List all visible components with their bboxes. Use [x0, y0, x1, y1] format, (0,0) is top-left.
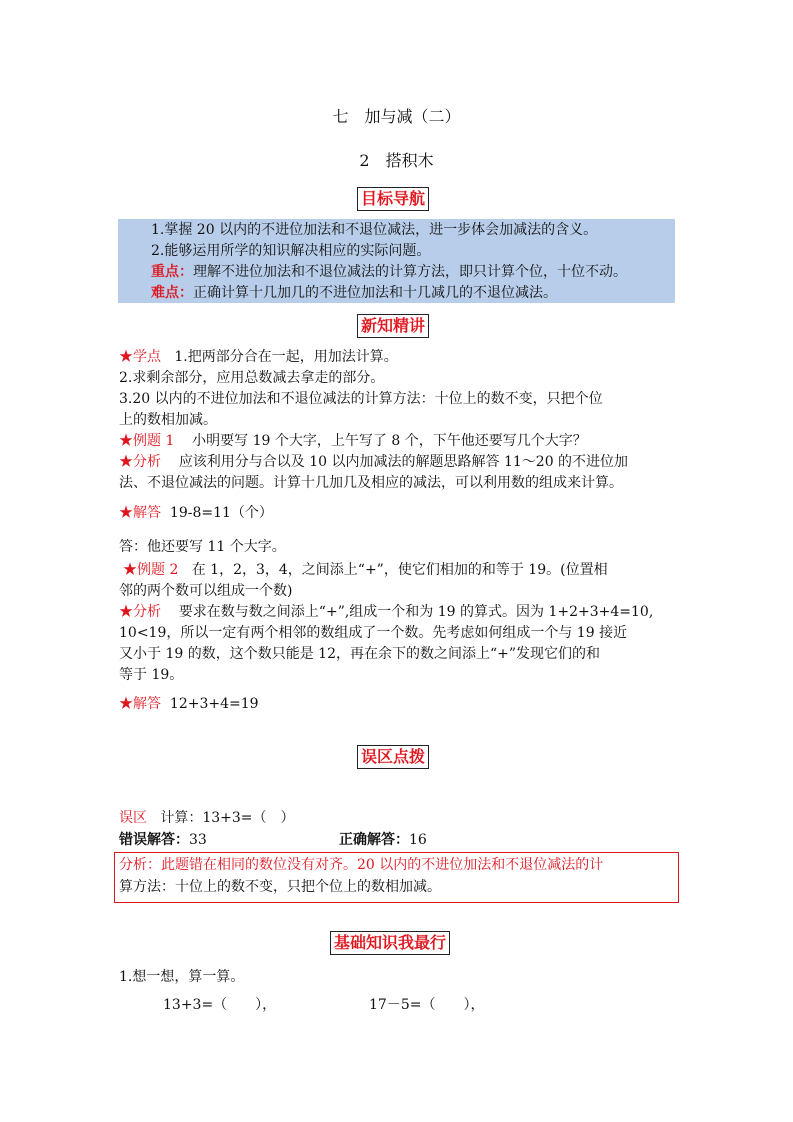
- solution-1-label: ★解答: [119, 505, 161, 521]
- goal-line-1: 1.掌握 20 以内的不进位加法和不退位减法，进一步体会加减法的含义。: [151, 222, 598, 238]
- solution-2-label: ★解答: [119, 696, 161, 712]
- xuedian-label: ★学点: [119, 349, 161, 365]
- analysis-1-text-a: 应该利用分与合以及 10 以内加减法的解题思路解答 11～20 的不进位加: [178, 454, 629, 470]
- xuedian-line-1: [119, 347, 398, 368]
- solution-2: [119, 694, 259, 715]
- mistake-analysis-b: 算方法：十位上的数不变，只把个位上的数相加减。: [119, 879, 441, 895]
- solution-1: [119, 503, 273, 524]
- example-2-text-a: 在 1，2，3，4，之间添上“+”，使它们相加的和等于 19。(位置相: [191, 562, 608, 578]
- question-1: 1.想一想，算一算。: [119, 969, 245, 985]
- right-answer-value: 16: [409, 832, 427, 848]
- analysis-1a: [119, 452, 628, 473]
- wrong-answer-value: 33: [189, 832, 207, 848]
- example-1-label: ★例题 1: [119, 433, 175, 449]
- example-2b: 邻的两个数可以组成一个数): [119, 583, 293, 599]
- xuedian-1: 1.把两部分合在一起，用加法计算。: [174, 349, 398, 365]
- analysis-1b: 法、不退位减法的问题。计算十几加几及相应的减法，可以利用数的组成来计算。: [119, 475, 623, 491]
- analysis-2-label: ★分析: [119, 604, 161, 620]
- mistake-area-label: 误区: [119, 810, 147, 826]
- goal-line-2: 2.能够运用所学的知识解决相应的实际问题。: [151, 243, 431, 259]
- xuedian-line-2: 2.求剩余部分，应用总数减去拿走的部分。: [119, 370, 385, 386]
- right-answer-label: 正确解答：: [339, 832, 409, 848]
- answer-1: 答：他还要写 11 个大字。: [119, 539, 286, 555]
- analysis-2d: 等于 19。: [119, 667, 184, 683]
- analysis-2b: 10<19，所以一定有两个相邻的数组成了一个数。先考虑如何组成一个与 19 接近: [119, 625, 628, 641]
- analysis-2a: [119, 602, 653, 623]
- question-1a: 13+3=（ ），: [163, 997, 277, 1013]
- analysis-2c: 又小于 19 的数，这个数只能是 12，再在余下的数之间添上“+”发现它们的和: [119, 646, 601, 662]
- section-label-basics: 基础知识我最行: [330, 931, 450, 955]
- mistake-analysis-a: [119, 855, 603, 876]
- example-2-label: ★例题 2: [123, 562, 179, 578]
- mistake-area-text: 计算：13+3=（ ）: [160, 810, 295, 826]
- solution-2-text: 12+3+4=19: [169, 696, 259, 712]
- lesson-title: 2 搭积木: [359, 151, 434, 170]
- analysis-1-label: ★分析: [119, 454, 161, 470]
- example-1-text: 小明要写 19 个大字，上午写了 8 个，下午他还要写几个大字？: [192, 433, 587, 449]
- section-label-goals: 目标导航: [357, 187, 429, 211]
- wrong-answer-label: 错误解答：: [119, 832, 189, 848]
- chapter-title: 七 加与减（二）: [332, 107, 461, 126]
- goal-diff-label: 难点：: [151, 285, 193, 301]
- section-label-mistakes: 误区点拨: [357, 745, 429, 769]
- goal-key-label: 重点：: [151, 264, 193, 280]
- goal-key: [151, 262, 627, 283]
- goal-diff-text: 正确计算十几加几的不进位加法和十几减几的不退位减法。: [193, 285, 557, 301]
- goal-key-text: 理解不进位加法和不退位减法的计算方法，即只计算个位，十位不动。: [193, 264, 627, 280]
- section-label-new-knowledge: 新知精讲: [357, 314, 429, 338]
- analysis-2-text-a: 要求在数与数之间添上“+”,组成一个和为 19 的算式。因为 1+2+3+4=10,: [178, 604, 654, 620]
- mistake-analysis-text-a: 分析：此题错在相同的数位没有对齐。20 以内的不进位加法和不退位减法的计: [119, 857, 604, 873]
- xuedian-line-3b: 上的数相加减。: [119, 412, 217, 428]
- goal-difficulty: [151, 283, 557, 304]
- wrong-answer: [119, 830, 207, 851]
- mistake-area: [119, 808, 295, 829]
- solution-1-text: 19-8=11（个）: [169, 505, 273, 521]
- example-1: [119, 431, 587, 452]
- right-answer: [339, 830, 427, 851]
- xuedian-line-3a: 3.20 以内的不进位加法和不退位减法的计算方法：十位上的数不变，只把个位: [119, 391, 603, 407]
- example-2a: [123, 560, 608, 581]
- question-1b: 17－5=（ ），: [369, 997, 485, 1013]
